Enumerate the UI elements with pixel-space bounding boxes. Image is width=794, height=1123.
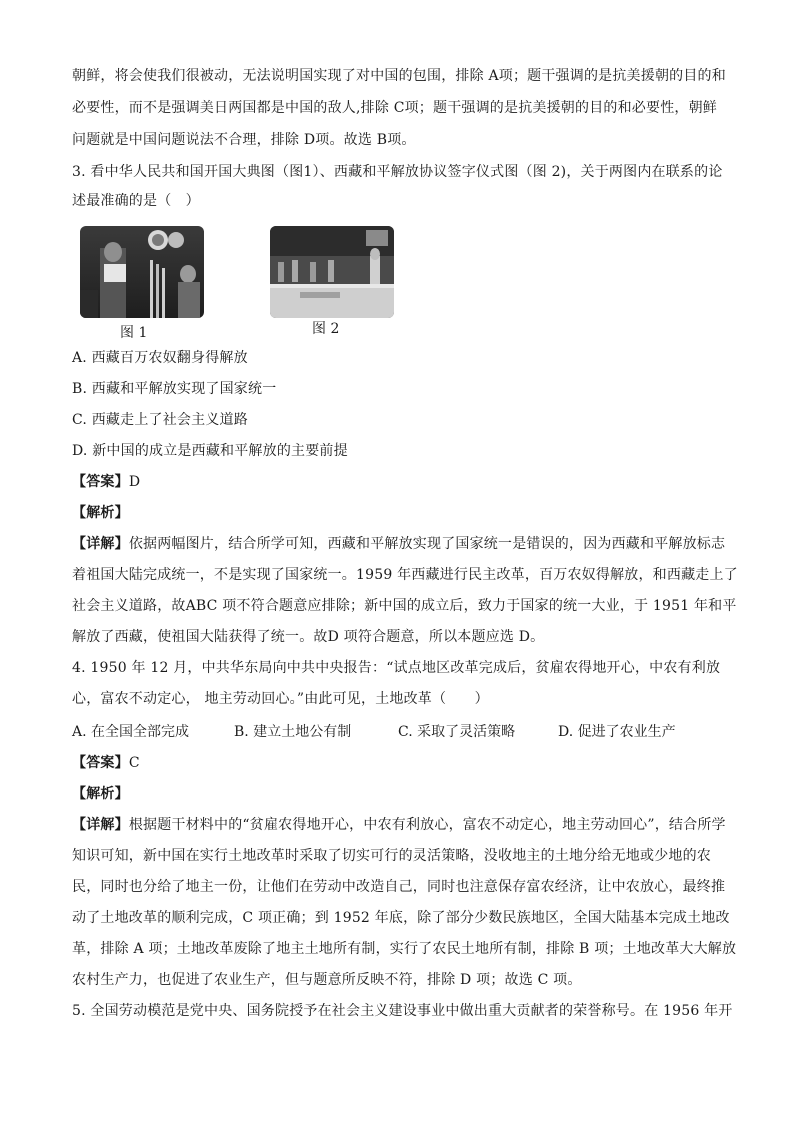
text-line: 朝鲜，将会使我们很被动，无法说明国实现了对中国的包围，排除 A项；题干强调的是抗美援朝的目的和	[72, 68, 726, 84]
detail-line: 动了土地改革的顺利完成，C 项正确；到 1952 年底，除了部分少数民族地区，全国大陆基本完成土地改	[72, 910, 730, 926]
option-d: D. 促进了农业生产	[558, 724, 676, 740]
detail-line: 社会主义道路，故ABC 项不符合题意应排除；新中国的成立后，致力于国家的统一大业，于 1951 年和平	[72, 598, 737, 614]
option-c: C. 西藏走上了社会主义道路	[72, 412, 248, 428]
answer-label: 【答案】	[72, 755, 129, 771]
question-4-stem: 4. 1950 年 12 月，中共华东局向中共中央报告：“试点地区改革完成后，贫雇农得地开心，中农有利放	[72, 660, 721, 676]
detail-label: 【详解】	[72, 817, 129, 833]
analysis-label: 【解析】	[72, 505, 129, 521]
option-b: B. 建立土地公有制	[234, 724, 352, 740]
answer-label: 【答案】	[72, 474, 129, 490]
answer-line	[72, 472, 140, 492]
detail-line: 解放了西藏，使祖国大陆获得了统一。故D 项符合题意，所以本题应选 D。	[72, 629, 545, 645]
detail-line: 农村生产力，也促进了农业生产，但与题意所反映不符，排除 D 项；故选 C 项。	[72, 972, 582, 988]
option-c: C. 采取了灵活策略	[398, 724, 516, 740]
text-line: 必要性，而不是强调美日两国都是中国的敌人,排除 C项；题干强调的是抗美援朝的目的和必要性，朝鲜	[72, 100, 718, 116]
founding-ceremony-photo	[80, 226, 204, 318]
option-a: A. 西藏百万农奴翻身得解放	[72, 350, 248, 366]
detail-label: 【详解】	[72, 536, 129, 552]
detail-line: 革，排除 A 项；土地改革废除了地主土地所有制，实行了农民土地所有制，排除 B 项；土地改革大大解放	[72, 941, 737, 957]
analysis-label: 【解析】	[72, 786, 129, 802]
detail-line: 民，同时也分给了地主一份，让他们在劳动中改造自己，同时也注意保存富农经济，让中农放心，最终推	[72, 879, 726, 895]
question-3-stem: 3. 看中华人民共和国开国大典图（图1）、西藏和平解放协议签字仪式图（图 2)，关于两图内在联系的论	[72, 164, 723, 180]
question-4-stem: 心，富农不动定心， 地主劳动回心。”由此可见，土地改革（ ）	[72, 691, 489, 707]
option-d: D. 新中国的成立是西藏和平解放的主要前提	[72, 443, 348, 459]
text-line: 问题就是中国问题说法不合理，排除 D项。故选 B项。	[72, 132, 416, 148]
question-3-stem: 述最准确的是（ ）	[72, 193, 200, 209]
detail-line: 【详解】根据题干材料中的“贫雇农得地开心，中农有利放心，富农不动定心，地主劳动回心”，结合所学	[72, 817, 726, 833]
answer-value: C	[128, 755, 140, 771]
answer-value: D	[128, 474, 141, 490]
detail-line: 【详解】依据两幅图片，结合所学可知，西藏和平解放实现了国家统一是错误的，因为西藏和平解放标志	[72, 536, 726, 552]
question-5-stem: 5. 全国劳动模范是党中央、国务院授予在社会主义建设事业中做出重大贡献者的荣誉称号。在 1956 年开	[72, 1003, 733, 1019]
figure-2-caption: 图 2	[312, 321, 340, 337]
agreement-signing-photo	[270, 226, 394, 318]
detail-line: 知识可知，新中国在实行土地改革时采取了切实可行的灵活策略，没收地主的土地分给无地或少地的农	[72, 848, 711, 864]
figure-1-caption: 图 1	[120, 325, 148, 341]
answer-line	[72, 753, 140, 773]
option-b: B. 西藏和平解放实现了国家统一	[72, 381, 277, 397]
option-a: A. 在全国全部完成	[72, 724, 190, 740]
detail-line: 着祖国大陆完成统一，不是实现了国家统一。1959 年西藏进行民主改革，百万农奴得解放，和西藏走上了	[72, 567, 738, 583]
